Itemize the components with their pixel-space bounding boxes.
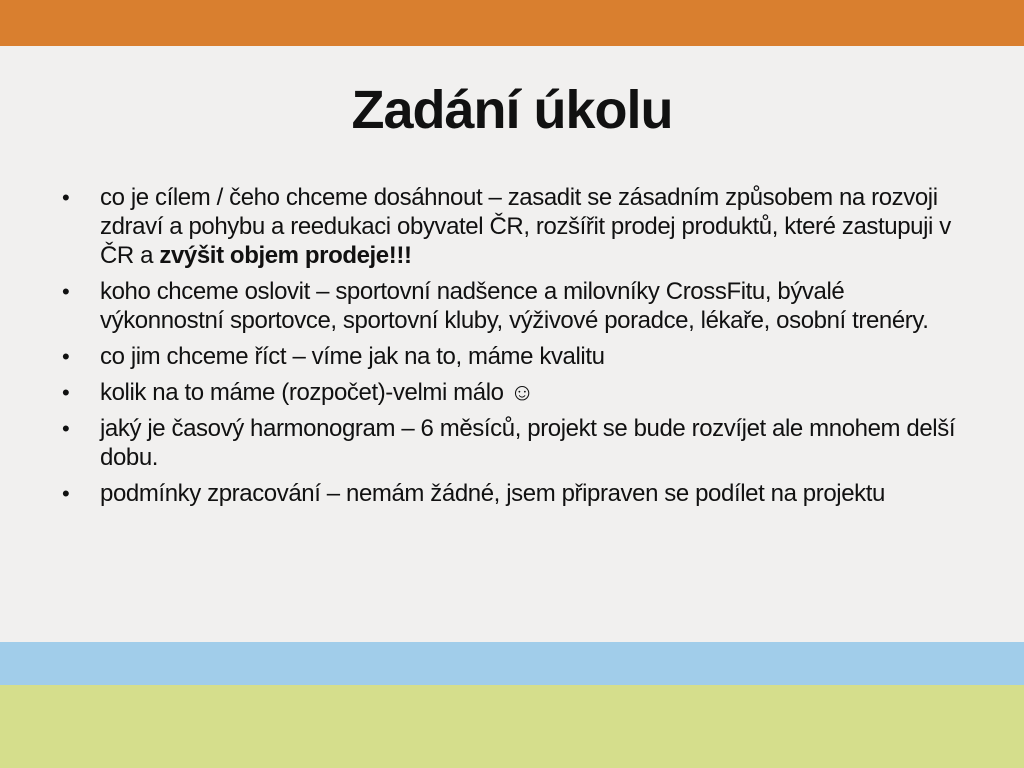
bullet-icon: •: [62, 416, 70, 441]
bullet-item-budget: [60, 378, 960, 407]
bullet-list: [60, 183, 960, 515]
bullet-text: kolik na to máme (rozpočet)-velmi málo ☺: [100, 379, 534, 406]
bullet-icon: •: [62, 481, 70, 506]
bullet-text: co je cílem / čeho chceme dosáhnout – zasadit se zásadním způsobem na rozvoji zdraví a pohybu a reedukaci obyvatel ČR, rozšířit prodej produktů, které zastupuji v ČR a: [100, 184, 951, 269]
bullet-icon: •: [62, 344, 70, 369]
bullet-emphasis: zvýšit objem prodeje!!!: [159, 242, 412, 269]
bullet-icon: •: [62, 185, 70, 210]
bottom-green-band: [0, 685, 1024, 768]
bullet-item-audience: [60, 277, 960, 335]
bullet-text: podmínky zpracování – nemám žádné, jsem připraven se podílet na projektu: [100, 480, 885, 507]
bullet-item-message: [60, 342, 960, 371]
bullet-item-schedule: [60, 414, 960, 472]
bullet-icon: •: [62, 380, 70, 405]
slide-title: Zadání úkolu: [351, 80, 673, 140]
bullet-text: jaký je časový harmonogram – 6 měsíců, projekt se bude rozvíjet ale mnohem delší dobu.: [100, 415, 956, 471]
bullet-text: co jim chceme říct – víme jak na to, máme kvalitu: [100, 343, 605, 370]
bullet-text: koho chceme oslovit – sportovní nadšence a milovníky CrossFitu, bývalé výkonnostní sportovce, sportovní kluby, výživové poradce, lékaře, osobní trenéry.: [100, 278, 929, 334]
bullet-icon: •: [62, 279, 70, 304]
bottom-blue-band: [0, 642, 1024, 685]
top-orange-band: [0, 0, 1024, 46]
bullet-item-conditions: [60, 479, 960, 508]
bullet-item-goal: [60, 183, 960, 270]
